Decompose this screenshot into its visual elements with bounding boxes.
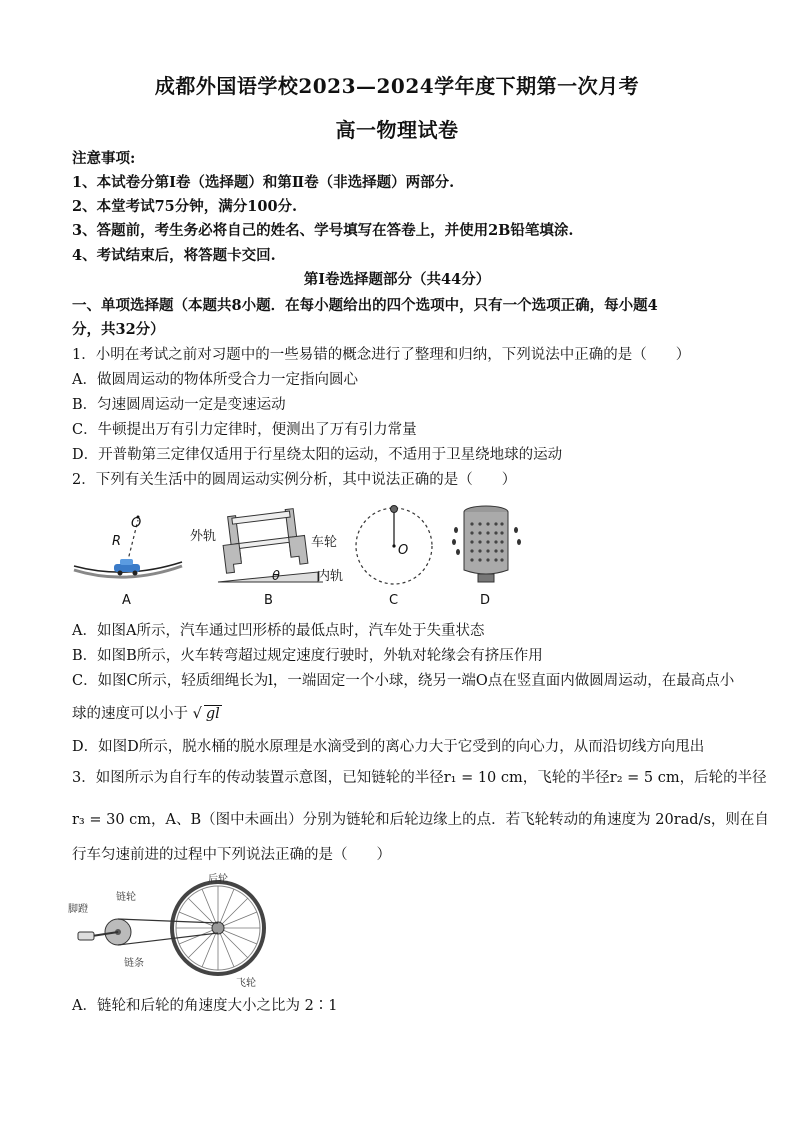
figure-a-r-label: R (112, 534, 122, 549)
question-2-option-b: B．如图B所示，火车转弯超过规定速度行驶时，外轨对轮缘会有挤压作用 (72, 648, 543, 664)
figure-b-banked-track (190, 508, 343, 608)
rear-wheel-icon (172, 882, 264, 974)
question-1-option-d: D．开普勒第三定律仅适用于行星绕太阳的运动，不适用于卫星绕地球的运动 (72, 447, 563, 463)
question-3-option-a: A．链轮和后轮的角速度大小之比为 2∶1 (72, 998, 338, 1014)
question-3-stem-line3: 行车匀速前进的过程中下列说法正确的是（ ） (72, 847, 391, 863)
question-2-figures (68, 500, 728, 612)
figure-b-theta-label: θ (272, 569, 280, 584)
figure-b-inner-rail-label: 内轨 (317, 569, 344, 584)
exam-subtitle: 高一物理试卷 (335, 118, 459, 142)
figure-d-label: D (480, 593, 491, 608)
figure-b-wheel-label: 车轮 (311, 535, 338, 550)
question-2-option-d: D．如图D所示，脱水桶的脱水原理是水滴受到的离心力大于它受到的向心力，从而沿切线方向甩出 (72, 739, 705, 755)
question-3-stem-line1: 3．如图所示为自行车的传动装置示意图，已知链轮的半径r₁ = 10 cm，飞轮的半径r₂ = 5 cm，后轮的半径 (72, 770, 767, 786)
notice-item: 4、考试结束后，将答题卡交回. (72, 247, 276, 264)
notice-item: 2、本堂考试75分钟，满分100分. (72, 198, 298, 215)
question-2-option-c: C．如图C所示，轻质细绳长为l，一端固定一个小球，绕另一端O点在竖直面内做圆周运动，在最高点小 (72, 673, 735, 689)
exam-title: 成都外国语学校2023—2024学年度下期第一次月考 (154, 74, 640, 98)
figure-c-o-label: O (398, 543, 409, 558)
question-3-bicycle-figure (68, 870, 268, 990)
figure-a-o-label: O (131, 516, 142, 531)
part-heading: 一、单项选择题（本题共8小题．在每小题给出的四个选项中，只有一个选项正确，每小题4 (72, 297, 658, 314)
chain-label: 链条 (124, 958, 144, 969)
question-1-stem: 1．小明在考试之前对习题中的一些易错的概念进行了整理和归纳，下列说法中正确的是（ ） (72, 347, 691, 363)
rear-wheel-label: 后轮 (208, 874, 228, 885)
car-icon (114, 559, 140, 576)
notice-item: 3、答题前，考生务必将自己的姓名、学号填写在答卷上，并使用2B铅笔填涂. (72, 222, 574, 239)
train-wheelset-icon (220, 508, 308, 574)
question-1-option-c: C．牛顿提出万有引力定律时，便测出了万有引力常量 (72, 422, 417, 438)
question-1-option-a: A．做圆周运动的物体所受合力一定指向圆心 (72, 372, 358, 388)
question-2-option-a: A．如图A所示，汽车通过凹形桥的最低点时，汽车处于失重状态 (72, 623, 485, 639)
question-2-option-c-tail: 球的速度可以小于 (72, 706, 188, 722)
sqrt-expression: gl (205, 706, 220, 722)
figure-d-spin-dryer (452, 506, 521, 608)
notice-heading: 注意事项: (72, 150, 136, 167)
flywheel-label: 飞轮 (236, 978, 256, 989)
chainring-label: 链轮 (116, 892, 136, 903)
question-1-option-b: B．匀速圆周运动一定是变速运动 (72, 397, 286, 413)
figure-b-outer-rail-label: 外轨 (190, 529, 217, 544)
pedal-label: 脚蹬 (68, 904, 88, 915)
question-2-option-c-cont (72, 704, 722, 724)
question-3-stem-line2: r₃ = 30 cm，A、B（图中未画出）分别为链轮和后轮边缘上的点．若飞轮转动的角速度为 20rad/s，则在自 (72, 812, 769, 828)
question-2-stem: 2．下列有关生活中的圆周运动实例分析，其中说法正确的是（ ） (72, 472, 517, 488)
notice-item: 1、本试卷分第Ⅰ卷（选择题）和第Ⅱ卷（非选择题）两部分. (72, 174, 455, 191)
figure-a-concave-bridge (74, 516, 182, 609)
figure-c-vertical-circle (356, 506, 432, 609)
figure-a-label: A (122, 593, 131, 608)
part-heading-cont: 分，共32分） (72, 321, 165, 338)
figure-c-label: C (389, 593, 399, 608)
sqrt-sign: √ (192, 706, 202, 722)
figure-b-label: B (264, 593, 273, 608)
chain-top (118, 919, 218, 923)
section-heading: 第Ⅰ卷选择题部分（共44分） (303, 271, 491, 288)
